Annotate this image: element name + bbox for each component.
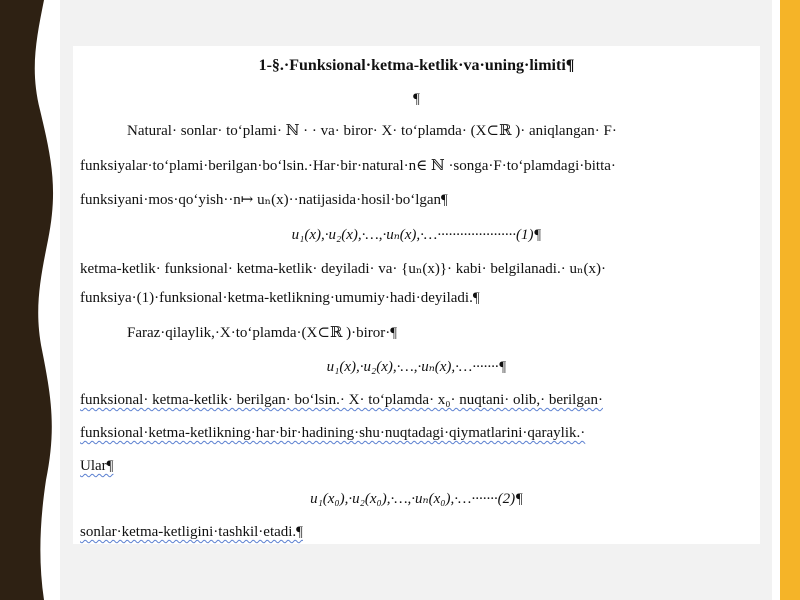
right-gap [772,0,780,600]
text-line-9: Ular¶ [80,458,114,474]
accent-bar [780,0,800,600]
text-line-4: ketma-ketlik· funksional· ketma-ketlik· deyiladi· va· {uₙ(x)}· kabi· belgilanadi.· uₙ(x)· [80,261,606,277]
wave-decoration-shape [0,0,60,600]
formula-3: u₁(x₀),·u₂(x₀),·…,·uₙ(x₀),·…·······(2)¶ [310,491,523,507]
document-page [73,46,760,544]
text-line-7: funksional· ketma-ketlik· berilgan· bo‘lsin.· X· to‘plamda· x₀· nuqtani· olib,· berilgan· [80,392,603,408]
left-decoration [0,0,60,600]
formula-1: u₁(x),·u₂(x),·…,·uₙ(x),·…·····················(1)¶ [291,227,542,243]
text-line-5: funksiya·(1)·funksional·ketma-ketlikning·umumiy·hadi·deyiladi.¶ [80,290,480,306]
text-line-10: sonlar·ketma-ketligini·tashkil·etadi.¶ [80,524,303,540]
text-line-1: Natural· sonlar· to‘plami· ℕ · · va· biror· X· to‘plamda· (X⊂ℝ )· aniqlangan· F· [127,123,617,139]
text-line-8: funksional·ketma-ketlikning·har·bir·hadining·shu·nuqtadagi·qiymatlarini·qaraylik.· [80,425,586,441]
text-line-2: funksiyalar·to‘plami·berilgan·bo‘lsin.·Har·bir·natural·n∈ ℕ ·songa·F·to‘plamdagi·bitta· [80,158,616,174]
text-line-3: funksiyani·mos·qo‘yish··n↦ uₙ(x)··natijasida·hosil·bo‘lgan¶ [80,192,448,208]
text-line-6: Faraz·qilaylik,·X·to‘plamda·(X⊂ℝ )·biror·¶ [127,325,398,341]
empty-paragraph-mark: ¶ [413,91,420,107]
formula-2: u₁(x),·u₂(x),·…,·uₙ(x),·…·······¶ [326,359,507,375]
page-title: 1-§.·Funksional·ketma-ketlik·va·uning·limiti¶ [258,57,575,74]
